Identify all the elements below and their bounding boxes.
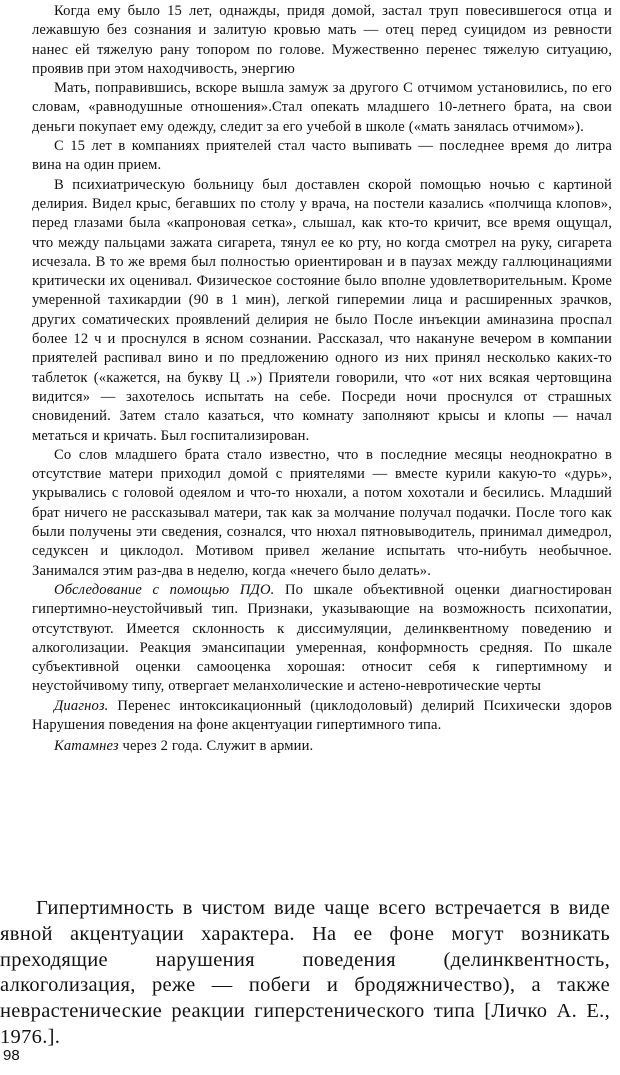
catamnesis-text: через 2 года. Служит в армии. — [118, 738, 314, 755]
case-paragraph: В психиатрическую больницу был доставлен скорой помощью ночью с картиной делирия. Видел крыс, бегавших по столу у врача, на постели казались «полчища клопов», перед глазами была «капроновая сетка», слышал, как кто-то кричит, все время ощущал, что между пальцами зажата сигарета, тянул ее ко рту, но когда смотрел на руку, сигарета исчезала. В то же время был полностью ориентирован и в паузах между галлюцинациями критически их оценивал. Физическое состояние было вполне удовлетворительным. Кроме умеренной тахикардии (90 в 1 мин), легкой гиперемии лица и расширенных зрачков, других соматических проявлений делирия не было После инъекции аминазина проспал более 12 ч и проснулся в ясном сознании. Рассказал, что накануне вечером в компании приятелей распивал вино и по предложению одного из них принял несколько каких-то таблеток («кажется, на букву Ц .») Приятели говорили, что «от них всякая чертовщина видится» — захотелось испытать на себе. Посреди ночи проснулся от страшных сновидений. Затем стало казаться, что комнату заполняют крысы и клопы — начал метаться и кричать. Был госпитализирован. — [32, 176, 612, 444]
case-paragraph: Когда ему было 15 лет, однажды, придя домой, застал труп повесившегося отца и лежавшую без сознания и залитую кровью мать — отец перед суицидом из ревности нанес ей тяжелую рану топором по голове. Мужественно перенес тяжелую ситуацию, проявив при этом находчивость, энергию — [32, 3, 612, 77]
examination-text: По шкале объективной оценки диагностирован гипертимно-неустойчивый тип. Признаки, указывающие на возможность психопатии, отсутствуют. Имеется склонность к диссимуляции, делинквентному поведению и алкоголизации. Реакция эмансипации умеренная, конформность средняя. По шкале субъективной оценки самооценка хорошая: относит себя к гипертимному и неустойчивому типу, отвергает меланхолические и астено-невротические черты — [32, 581, 613, 695]
examination-label: Обследование с помощью ПДО. — [54, 581, 275, 598]
examination-paragraph — [32, 581, 612, 697]
catamnesis-paragraph — [32, 737, 612, 756]
case-paragraph: Со слов младшего брата стало известно, что в последние месяцы неоднократно в отсутствие матери приходил домой с приятелями — вместе курили какую-то «дурь», укрывались с головой одеялом и что-то нюхали, а потом хохотали и бесились. Младший брат ничего не рассказывал матери, так как за молчание получал подачки. После того как были получены эти сведения, сознался, что нюхал пятновыводитель, принимал димедрол, седуксен и циклодол. Мотивом привел желание испытать что-нибуть необычное. Занимался этим раз-два в неделю, когда «нечего было делать». — [32, 446, 612, 579]
case-paragraph: С 15 лет в компаниях приятелей стал часто выпивать — последнее время до литра вина на один прием. — [32, 138, 612, 174]
diagnosis-text: Перенес интоксикационный (циклодоловый) делирий Психически здоров Нарушения поведения на фоне акцентуации гипертимного типа. — [32, 697, 612, 733]
catamnesis-label: Катамнез — [54, 738, 119, 755]
case-description — [32, 2, 612, 757]
page-number: 98 — [3, 1047, 20, 1064]
case-paragraph: Мать, поправившись, вскоре вышла замуж за другого С отчимом установились, по его словам, «равнодушные отношения».Стал опекать младшего 10-летнего брата, на свои деньги покупает ему одежду, следит за его учебой в школе («мать занялась отчимом»). — [32, 80, 612, 135]
diagnosis-paragraph — [32, 697, 612, 736]
diagnosis-label: Диагноз. — [54, 697, 109, 714]
summary-section — [0, 896, 610, 1051]
summary-paragraph: Гипертимность в чистом виде чаще всего встречается в виде явной акцентуации характера. На ее фоне могут возникать преходящие нарушения поведения (делинквентность, алкоголизация, реже — побеги и бродяжничество), а также неврастенические реакции гиперстенического типа [Личко А. Е., 1976.]. — [0, 897, 610, 1048]
